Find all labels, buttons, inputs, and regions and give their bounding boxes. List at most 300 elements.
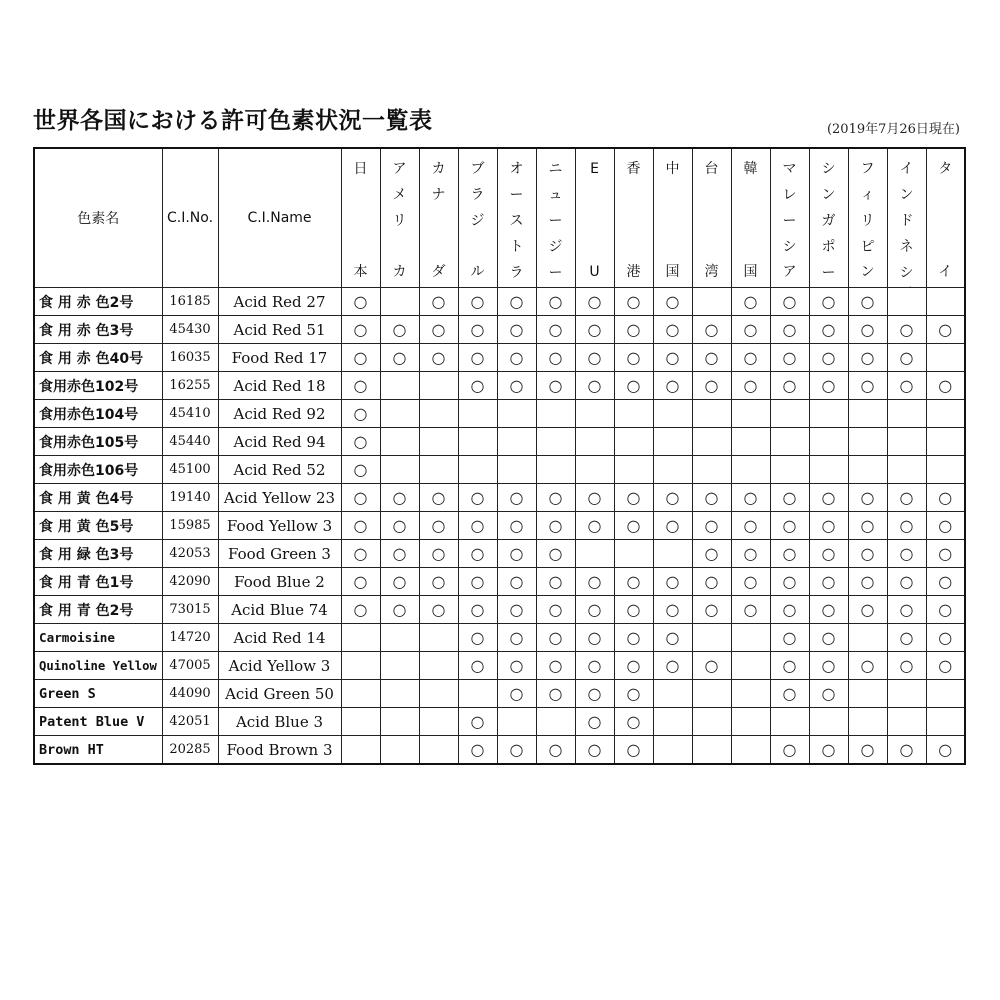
permitted-mark: ○ <box>653 344 692 372</box>
ci-name-cell: Acid Yellow 23 <box>218 484 341 512</box>
permitted-mark: ○ <box>575 624 614 652</box>
permitted-mark: ○ <box>341 316 380 344</box>
ci-name-cell: Food Yellow 3 <box>218 512 341 540</box>
permitted-mark: ○ <box>692 540 731 568</box>
empty-cell <box>419 372 458 400</box>
empty-cell <box>731 652 770 680</box>
permitted-mark: ○ <box>458 652 497 680</box>
country-label <box>927 157 965 279</box>
empty-cell <box>887 428 926 456</box>
permitted-mark: ○ <box>536 596 575 624</box>
as-of-date: (2019年7月26日現在) <box>826 122 960 137</box>
empty-cell <box>926 428 965 456</box>
permitted-mark: ○ <box>731 372 770 400</box>
empty-cell <box>809 400 848 428</box>
ci-name-cell: Acid Red 27 <box>218 288 341 316</box>
empty-cell <box>848 708 887 736</box>
empty-cell <box>926 456 965 484</box>
column-header-country <box>809 148 848 288</box>
dye-name: 食 用 青 色2号 <box>39 602 134 619</box>
permitted-mark: ○ <box>653 568 692 596</box>
permitted-mark: ○ <box>731 344 770 372</box>
permitted-mark: ○ <box>731 568 770 596</box>
empty-cell <box>692 708 731 736</box>
empty-cell <box>380 456 419 484</box>
permitted-mark: ○ <box>809 596 848 624</box>
empty-cell <box>380 624 419 652</box>
permitted-mark: ○ <box>614 596 653 624</box>
ci-name-cell: Acid Red 51 <box>218 316 341 344</box>
permitted-mark: ○ <box>497 344 536 372</box>
empty-cell <box>380 428 419 456</box>
empty-cell <box>692 680 731 708</box>
permitted-mark: ○ <box>731 288 770 316</box>
permitted-mark: ○ <box>770 316 809 344</box>
country-label-bottom: 湾 <box>704 264 719 280</box>
permitted-mark: ○ <box>497 736 536 765</box>
permitted-mark: ○ <box>653 596 692 624</box>
permitted-mark: ○ <box>731 484 770 512</box>
table-row <box>34 624 965 652</box>
empty-cell <box>575 400 614 428</box>
dye-name: 食 用 黄 色4号 <box>39 490 134 507</box>
empty-cell <box>380 680 419 708</box>
permitted-mark: ○ <box>380 344 419 372</box>
country-label-bottom <box>822 286 836 287</box>
country-label-bottom: ン <box>860 264 875 280</box>
ci-no-cell: 45410 <box>162 400 218 428</box>
country-label <box>381 157 419 279</box>
country-label <box>771 157 809 279</box>
permitted-mark: ○ <box>575 372 614 400</box>
permitted-mark: ○ <box>575 512 614 540</box>
permitted-mark: ○ <box>653 372 692 400</box>
empty-cell <box>614 456 653 484</box>
permitted-mark: ○ <box>770 288 809 316</box>
country-label-bottom: ル <box>470 264 485 280</box>
permitted-mark: ○ <box>380 596 419 624</box>
country-label <box>459 157 497 279</box>
country-label-bottom: 国 <box>665 264 680 280</box>
permitted-mark: ○ <box>536 484 575 512</box>
permitted-mark: ○ <box>341 484 380 512</box>
dye-name-cell <box>34 372 162 400</box>
ci-no-cell: 42053 <box>162 540 218 568</box>
country-label-top: アメリ <box>392 161 407 229</box>
ci-name-cell: Acid Blue 3 <box>218 708 341 736</box>
permitted-mark: ○ <box>731 540 770 568</box>
permitted-mark: ○ <box>380 316 419 344</box>
permitted-mark: ○ <box>536 540 575 568</box>
country-label <box>693 157 731 279</box>
permitted-mark: ○ <box>887 316 926 344</box>
permitted-mark: ○ <box>848 288 887 316</box>
column-header-country <box>380 148 419 288</box>
permitted-mark: ○ <box>536 344 575 372</box>
permitted-mark: ○ <box>536 652 575 680</box>
dye-name-cell <box>34 736 162 765</box>
permitted-mark: ○ <box>497 624 536 652</box>
empty-cell <box>692 288 731 316</box>
ci-no-cell: 19140 <box>162 484 218 512</box>
permitted-mark: ○ <box>653 652 692 680</box>
permitted-mark: ○ <box>770 624 809 652</box>
permitted-mark: ○ <box>536 288 575 316</box>
permitted-mark: ○ <box>419 484 458 512</box>
ci-no-cell: 16035 <box>162 344 218 372</box>
permitted-mark: ○ <box>887 568 926 596</box>
dye-name-cell <box>34 540 162 568</box>
permitted-mark: ○ <box>887 540 926 568</box>
permitted-mark: ○ <box>770 596 809 624</box>
permitted-mark: ○ <box>497 512 536 540</box>
dye-name: Green S <box>39 685 96 702</box>
empty-cell <box>692 456 731 484</box>
permitted-mark: ○ <box>692 484 731 512</box>
table-row <box>34 316 965 344</box>
permitted-mark: ○ <box>614 652 653 680</box>
permitted-mark: ○ <box>614 484 653 512</box>
empty-cell <box>926 288 965 316</box>
permitted-mark: ○ <box>575 484 614 512</box>
ci-name-cell: Food Blue 2 <box>218 568 341 596</box>
ci-no-cell: 73015 <box>162 596 218 624</box>
ci-name-cell: Acid Blue 74 <box>218 596 341 624</box>
column-header-dye-name: 色素名 <box>34 148 162 288</box>
permitted-mark: ○ <box>341 400 380 428</box>
permitted-mark: ○ <box>653 288 692 316</box>
permitted-mark: ○ <box>419 540 458 568</box>
country-label-top: タ <box>938 161 953 177</box>
country-label-top: フィリピ <box>860 161 875 255</box>
empty-cell <box>341 624 380 652</box>
ci-name-cell: Food Green 3 <box>218 540 341 568</box>
empty-cell <box>848 400 887 428</box>
permitted-mark: ○ <box>770 540 809 568</box>
permitted-mark: ○ <box>536 624 575 652</box>
column-header-country <box>458 148 497 288</box>
empty-cell <box>692 736 731 765</box>
country-label-bottom: ア <box>782 264 797 280</box>
dye-name: 食 用 赤 色40号 <box>39 350 144 367</box>
empty-cell <box>692 400 731 428</box>
permitted-mark: ○ <box>731 512 770 540</box>
permitted-mark: ○ <box>848 344 887 372</box>
empty-cell <box>497 428 536 456</box>
country-label-top: オーストラ <box>509 161 524 281</box>
column-header-country <box>926 148 965 288</box>
permitted-mark: ○ <box>380 568 419 596</box>
permitted-colors-table <box>33 147 966 765</box>
permitted-mark: ○ <box>458 484 497 512</box>
dye-name-cell <box>34 652 162 680</box>
empty-cell <box>614 400 653 428</box>
permitted-mark: ○ <box>887 344 926 372</box>
empty-cell <box>731 708 770 736</box>
table-row <box>34 372 965 400</box>
dye-name-cell <box>34 624 162 652</box>
permitted-mark: ○ <box>770 568 809 596</box>
ci-name-cell: Acid Red 18 <box>218 372 341 400</box>
empty-cell <box>575 456 614 484</box>
table-row <box>34 540 965 568</box>
permitted-mark: ○ <box>809 484 848 512</box>
permitted-mark: ○ <box>770 652 809 680</box>
ci-name-cell: Acid Yellow 3 <box>218 652 341 680</box>
dye-name-cell <box>34 708 162 736</box>
permitted-mark: ○ <box>692 596 731 624</box>
empty-cell <box>419 624 458 652</box>
permitted-mark: ○ <box>731 316 770 344</box>
permitted-mark: ○ <box>341 288 380 316</box>
dye-name: 食 用 赤 色2号 <box>39 294 134 311</box>
empty-cell <box>770 428 809 456</box>
permitted-mark: ○ <box>497 484 536 512</box>
country-label-bottom: イ <box>938 264 953 280</box>
country-label <box>810 157 848 279</box>
permitted-mark: ○ <box>575 568 614 596</box>
ci-name-cell: Acid Red 14 <box>218 624 341 652</box>
ci-no-cell: 45440 <box>162 428 218 456</box>
empty-cell <box>848 428 887 456</box>
empty-cell <box>770 400 809 428</box>
permitted-mark: ○ <box>926 624 965 652</box>
empty-cell <box>770 708 809 736</box>
dye-name: Quinoline Yellow <box>39 658 157 673</box>
dye-name: 食 用 緑 色3号 <box>39 546 134 563</box>
country-label-bottom: 本 <box>353 264 368 280</box>
empty-cell <box>536 456 575 484</box>
permitted-mark: ○ <box>848 316 887 344</box>
permitted-mark: ○ <box>497 652 536 680</box>
empty-cell <box>497 400 536 428</box>
permitted-mark: ○ <box>809 288 848 316</box>
permitted-mark: ○ <box>341 372 380 400</box>
column-header-country <box>341 148 380 288</box>
empty-cell <box>848 624 887 652</box>
dye-name-cell <box>34 456 162 484</box>
country-label-bottom: 国 <box>743 264 758 280</box>
dye-name-cell <box>34 484 162 512</box>
permitted-mark: ○ <box>809 624 848 652</box>
table-header-row <box>34 148 965 288</box>
empty-cell <box>458 400 497 428</box>
permitted-mark: ○ <box>380 512 419 540</box>
empty-cell <box>731 456 770 484</box>
permitted-mark: ○ <box>419 344 458 372</box>
permitted-mark: ○ <box>809 568 848 596</box>
permitted-mark: ○ <box>497 568 536 596</box>
country-label-top: ブラジ <box>470 161 485 229</box>
table-row <box>34 400 965 428</box>
permitted-mark: ○ <box>575 316 614 344</box>
empty-cell <box>887 288 926 316</box>
permitted-mark: ○ <box>809 540 848 568</box>
country-label <box>615 157 653 279</box>
dye-name-cell <box>34 428 162 456</box>
permitted-mark: ○ <box>848 652 887 680</box>
permitted-mark: ○ <box>926 652 965 680</box>
permitted-mark: ○ <box>575 596 614 624</box>
permitted-mark: ○ <box>497 540 536 568</box>
country-label-top: 韓 <box>743 161 758 177</box>
column-header-ci-no: C.I.No. <box>162 148 218 288</box>
empty-cell <box>653 736 692 765</box>
permitted-mark: ○ <box>731 596 770 624</box>
column-header-country <box>614 148 653 288</box>
permitted-mark: ○ <box>341 344 380 372</box>
empty-cell <box>380 652 419 680</box>
ci-name-cell: Food Red 17 <box>218 344 341 372</box>
country-label <box>576 157 614 279</box>
permitted-mark: ○ <box>809 344 848 372</box>
ci-no-cell: 45100 <box>162 456 218 484</box>
country-label <box>888 157 926 279</box>
permitted-mark: ○ <box>809 512 848 540</box>
empty-cell <box>419 428 458 456</box>
permitted-mark: ○ <box>419 568 458 596</box>
empty-cell <box>770 456 809 484</box>
permitted-mark: ○ <box>770 680 809 708</box>
empty-cell <box>497 456 536 484</box>
permitted-mark: ○ <box>458 736 497 765</box>
empty-cell <box>692 428 731 456</box>
permitted-mark: ○ <box>809 680 848 708</box>
empty-cell <box>380 372 419 400</box>
column-header-ci-name: C.I.Name <box>218 148 341 288</box>
column-header-country <box>770 148 809 288</box>
country-label-top: マレーシ <box>782 161 797 255</box>
empty-cell <box>458 456 497 484</box>
permitted-mark: ○ <box>848 484 887 512</box>
permitted-mark: ○ <box>458 624 497 652</box>
permitted-mark: ○ <box>848 540 887 568</box>
empty-cell <box>536 400 575 428</box>
permitted-mark: ○ <box>887 372 926 400</box>
empty-cell <box>887 708 926 736</box>
empty-cell <box>458 428 497 456</box>
permitted-mark: ○ <box>848 596 887 624</box>
permitted-mark: ○ <box>653 484 692 512</box>
permitted-mark: ○ <box>614 316 653 344</box>
dye-name: 食 用 赤 色3号 <box>39 322 134 339</box>
permitted-mark: ○ <box>497 372 536 400</box>
empty-cell <box>731 736 770 765</box>
permitted-mark: ○ <box>770 484 809 512</box>
empty-cell <box>653 680 692 708</box>
empty-cell <box>419 456 458 484</box>
country-label-top: シンガポー <box>821 161 836 281</box>
table-row <box>34 736 965 765</box>
empty-cell <box>926 680 965 708</box>
column-header-country <box>653 148 692 288</box>
ci-no-cell: 42090 <box>162 568 218 596</box>
table-row <box>34 708 965 736</box>
empty-cell <box>692 624 731 652</box>
ci-no-cell: 47005 <box>162 652 218 680</box>
permitted-mark: ○ <box>575 344 614 372</box>
table-row <box>34 428 965 456</box>
permitted-mark: ○ <box>653 512 692 540</box>
ci-no-cell: 44090 <box>162 680 218 708</box>
empty-cell <box>614 540 653 568</box>
ci-no-cell: 42051 <box>162 708 218 736</box>
country-label-top: 香 <box>626 161 641 177</box>
dye-name: Brown HT <box>39 741 104 758</box>
permitted-mark: ○ <box>341 428 380 456</box>
empty-cell <box>653 540 692 568</box>
dye-name-cell <box>34 680 162 708</box>
table-row <box>34 512 965 540</box>
empty-cell <box>926 344 965 372</box>
empty-cell <box>887 680 926 708</box>
dye-name: Patent Blue V <box>39 713 145 730</box>
country-label-top: インドネシ <box>899 161 914 281</box>
permitted-mark: ○ <box>614 512 653 540</box>
country-label <box>420 157 458 279</box>
empty-cell <box>380 288 419 316</box>
empty-cell <box>731 400 770 428</box>
empty-cell <box>419 652 458 680</box>
empty-cell <box>341 652 380 680</box>
column-header-country <box>731 148 770 288</box>
permitted-mark: ○ <box>926 484 965 512</box>
permitted-mark: ○ <box>692 652 731 680</box>
empty-cell <box>419 708 458 736</box>
empty-cell <box>926 400 965 428</box>
table-row <box>34 484 965 512</box>
permitted-mark: ○ <box>536 316 575 344</box>
permitted-mark: ○ <box>458 344 497 372</box>
dye-name: Carmoisine <box>39 630 116 645</box>
permitted-mark: ○ <box>458 540 497 568</box>
permitted-mark: ○ <box>926 316 965 344</box>
empty-cell <box>380 400 419 428</box>
permitted-mark: ○ <box>575 708 614 736</box>
permitted-mark: ○ <box>848 568 887 596</box>
permitted-mark: ○ <box>770 512 809 540</box>
empty-cell <box>848 680 887 708</box>
permitted-mark: ○ <box>887 512 926 540</box>
dye-name: 食 用 青 色1号 <box>39 574 134 591</box>
permitted-mark: ○ <box>497 596 536 624</box>
ci-no-cell: 16185 <box>162 288 218 316</box>
ci-no-cell: 16255 <box>162 372 218 400</box>
table-row <box>34 456 965 484</box>
country-label <box>732 157 770 279</box>
permitted-mark: ○ <box>887 736 926 765</box>
empty-cell <box>887 456 926 484</box>
country-label-top: 中 <box>665 161 680 177</box>
dye-name: 食用赤色105号 <box>39 434 139 451</box>
country-label-bottom: ダ <box>431 264 446 280</box>
empty-cell <box>458 680 497 708</box>
country-label-bottom: U <box>589 264 600 280</box>
column-header-country <box>848 148 887 288</box>
country-label-top: 日 <box>353 161 368 177</box>
permitted-mark: ○ <box>926 596 965 624</box>
dye-name-cell <box>34 316 162 344</box>
permitted-mark: ○ <box>458 288 497 316</box>
dye-name-cell <box>34 344 162 372</box>
permitted-mark: ○ <box>614 680 653 708</box>
permitted-mark: ○ <box>380 540 419 568</box>
dye-name-cell <box>34 512 162 540</box>
permitted-mark: ○ <box>419 288 458 316</box>
permitted-mark: ○ <box>692 316 731 344</box>
permitted-mark: ○ <box>887 596 926 624</box>
permitted-mark: ○ <box>497 288 536 316</box>
